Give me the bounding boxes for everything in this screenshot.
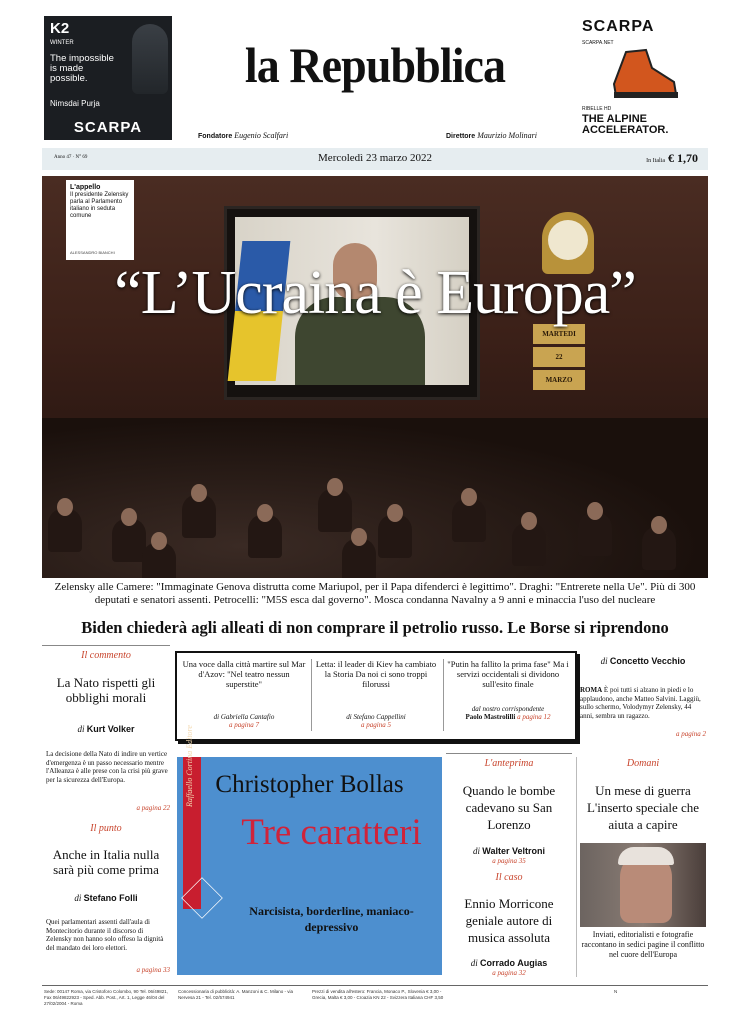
ad-person: Nimsdai Purja [50, 99, 100, 108]
book-title: Tre caratteri [241, 812, 422, 853]
vecchio-page[interactable]: a pagina 2 [676, 730, 706, 738]
director: Direttore Maurizio Molinari [446, 131, 537, 140]
divider [576, 757, 577, 977]
footer-prezzi: Prezzi di vendita all'estero: Francia, Monaco P., Slovenia € 3,00 - Grecia, Malta € 3,00 - Croazia KN 22 - Svizzera Italiana CHF 3,50 [312, 989, 444, 1000]
war-photo[interactable] [580, 843, 706, 927]
ad-scarpa-ribelle[interactable] [576, 16, 706, 140]
box-byline-3: dal nostro corrispondente Paolo Mastrolilli a pagina 12 [465, 705, 551, 721]
commento-title[interactable]: La Nato rispetti gli obblighi morali [56, 675, 156, 705]
plaque-num: 22 [533, 347, 585, 367]
book-spine: Raffaello Cortina Editore [183, 757, 201, 909]
punto-title[interactable]: Anche in Italia nulla sarà più come prima [52, 847, 160, 877]
vecchio-byline: di Concetto Vecchio [600, 656, 686, 666]
issue-number: Anno 47 · N° 69 [54, 155, 88, 160]
ad-brand-top: K2 WINTER [50, 20, 74, 46]
label-caso: Il caso [495, 872, 523, 883]
boot-icon [606, 48, 678, 102]
publication-date: Mercoledì 23 marzo 2022 [318, 152, 432, 164]
main-photo[interactable] [42, 176, 708, 578]
footer-sede: Sede: 00147 Roma, via Cristoforo Colombo, 90 Tel. 06/49821, Fax 06/49822923 - Sped. Abb. Post., Art. 1, Legge 46/04 del 27/02/2004 - Roma [44, 989, 168, 1006]
label-punto: Il punto [90, 823, 122, 834]
plaque-day: MARTEDI [533, 324, 585, 344]
vecchio-text: ROMA È poi tutti si alzano in piedi e lo applaudono, anche Matteo Salvini. Laggiù, sullo schermo, Volodymyr Zelensky, 44 anni, sembra un ragazzo. [580, 686, 701, 720]
ad-sub2: RIBELLE HD [582, 106, 612, 112]
footer-rule [42, 985, 708, 986]
book-author: Christopher Bollas [215, 771, 404, 798]
ad-brand: SCARPA [582, 18, 655, 35]
masthead-title[interactable]: la Repubblica [244, 37, 506, 93]
anteprima-byline: di Walter Veltroni [473, 846, 545, 856]
price: In Italia € 1,70 [646, 151, 698, 165]
footer-pubblicita: Concessionaria di pubblicità: A. Manzoni & C. Milano - via Nervesa 21 - Tel. 02/574941 [178, 989, 294, 1000]
caso-page[interactable]: a pagina 32 [492, 969, 526, 977]
domani-title[interactable]: Un mese di guerra L'inserto speciale che aiuta a capire [586, 783, 700, 832]
anteprima-title[interactable]: Quando le bombe cadevano su San Lorenzo [462, 783, 556, 832]
ad-slogan: THE ALPINE ACCELERATOR. [582, 113, 669, 136]
founder: Fondatore Eugenio Scalfari [198, 131, 289, 140]
main-headline[interactable]: “L’Ucraina è Europa” [114, 259, 636, 327]
footer-page-num: N [614, 989, 618, 994]
standfirst: Zelensky alle Camere: "Immaginate Genova distrutta come Mariupol, per il Papa difenderci è legittimo". Draghi: "Entrerete nella Ue". Più di 300 deputati e senatori assenti. Petrocelli: "M5S esca dal governo". Mosca condanna Navalny a 9 anni e minaccia l'uso del nucleare [54, 581, 696, 606]
punto-text: Quei parlamentari assenti dall'aula di Montecitorio durante il discorso di Zelensky non hanno solo offeso la dignità del mandato dei loro elettori. [46, 918, 164, 952]
parliament-crowd [42, 418, 708, 578]
related-articles-box [175, 651, 577, 741]
book-subtitle: Narcisista, borderline, maniaco-depressivo [249, 904, 414, 934]
box-article-2[interactable]: Letta: il leader di Kiev ha cambiato la Storia Da noi ci sono troppi filorussi [315, 659, 437, 689]
commento-page[interactable]: a pagina 22 [136, 804, 170, 812]
domani-caption: Inviati, editorialisti e fotografie raccontano in sedici pagine il conflitto nel cuore dell'Europa [581, 930, 705, 959]
caso-byline: di Corrado Augias [470, 958, 548, 968]
subhead[interactable]: Biden chiederà agli alleati di non comprare il petrolio russo. Le Borse si riprendono [81, 618, 669, 637]
box-byline-2: di Stefano Cappellini a pagina 5 [346, 713, 406, 729]
box-article-1[interactable]: Una voce dalla città martire sul Mar d'Azov: "Nel teatro nessun superstite" [182, 659, 306, 689]
punto-page[interactable]: a pagina 33 [136, 966, 170, 974]
box-byline-1: di Gabriella Cantafio a pagina 7 [213, 713, 275, 729]
label-anteprima: L'anteprima [484, 758, 534, 769]
ad-tagline: The impossible is made possible. [50, 53, 114, 84]
ad-portrait [132, 24, 168, 94]
ad-scarpa-k2[interactable] [44, 16, 172, 140]
label-commento: Il commento [81, 650, 131, 661]
box-article-3[interactable]: "Putin ha fallito la prima fase" Ma i servizi occidentali si dividono sull'esito finale [447, 659, 569, 689]
anteprima-page[interactable]: a pagina 35 [492, 857, 526, 865]
inset-credit: ALESSANDRO BIANCHI [70, 250, 115, 255]
label-domani: Domani [626, 758, 660, 769]
dateline-bar [42, 148, 708, 170]
ad-sub: SCARPA.NET [582, 40, 614, 46]
ad-brand: SCARPA [73, 119, 143, 136]
commento-byline: di Kurt Volker [77, 724, 135, 734]
photo-inset [66, 180, 134, 260]
book-ad[interactable] [177, 725, 442, 975]
caso-title[interactable]: Ennio Morricone geniale autore di musica assoluta [464, 896, 554, 945]
commento-text: La decisione della Nato di indire un vertice d'emergenza è un passo necessario mentre l'Alleanza è alle prese con la crisi più grave per la sicurezza dell'Europa. [46, 750, 168, 784]
divider [42, 645, 170, 646]
plaque-month: MARZO [533, 370, 585, 390]
divider [446, 753, 572, 754]
punto-byline: di Stefano Folli [74, 893, 138, 903]
inset-text: Il presidente Zelensky parla al Parlamento italiano in seduta comune [70, 192, 129, 219]
inset-title: L'appello [70, 184, 101, 191]
